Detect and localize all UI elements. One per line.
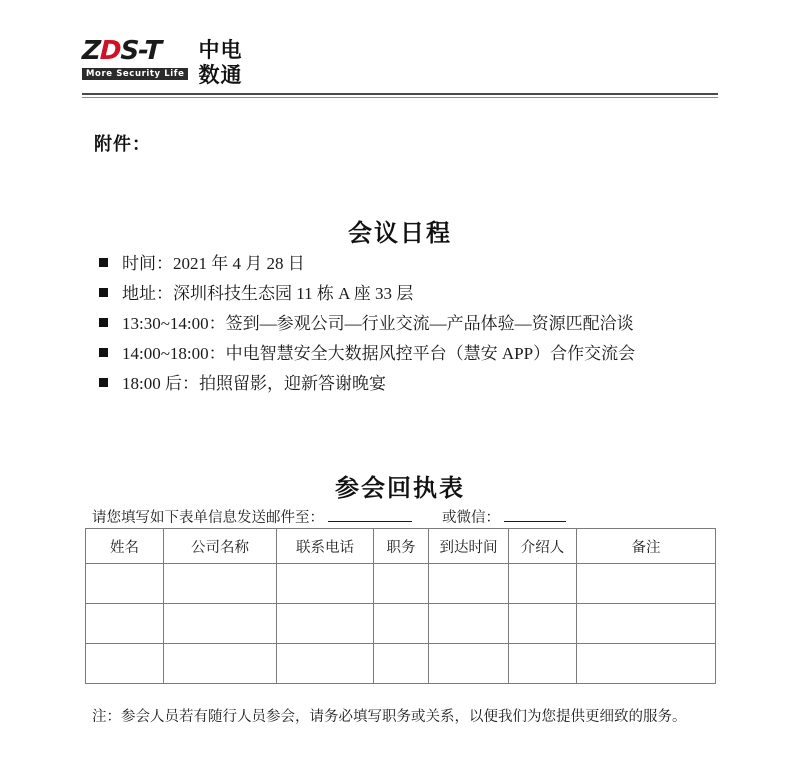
agenda-list [99,249,759,399]
form-footer-note: 注：参会人员若有随行人员参会，请务必填写职务或关系，以便我们为您提供更细致的服务。 [92,709,687,725]
instruction-middle-text: 或微信： [442,510,500,526]
table-cell[interactable] [374,644,429,684]
attachment-label: 附件： [94,134,151,155]
square-bullet-icon [99,288,108,297]
reply-form-title: 参会回执表 [335,474,465,502]
agenda-item-text: 时间：2021 年 4 月 28 日 [122,254,305,273]
table-cell[interactable] [577,604,716,644]
table-row [86,644,716,684]
agenda-item [99,309,759,339]
table-cell[interactable] [429,604,509,644]
table-row [86,564,716,604]
letterhead [82,38,718,96]
table-cell[interactable] [509,644,577,684]
logo-wordmark-red-letter: D [99,36,121,66]
logo-chinese-line-2: 数通 [198,62,243,87]
table-cell[interactable] [509,604,577,644]
table-cell[interactable] [86,644,164,684]
table-header-cell: 姓名 [86,529,164,564]
table-header-cell: 介绍人 [509,529,577,564]
table-header-cell: 联系电话 [277,529,374,564]
letterhead-rule-thick [82,93,718,95]
agenda-title: 会议日程 [348,219,452,247]
logo-wordmark-pre: Z [81,36,101,66]
instruction-prefix-text: 请您填写如下表单信息发送邮件至： [92,510,324,526]
wechat-blank-field[interactable] [504,508,566,522]
table-cell[interactable] [577,644,716,684]
email-blank-field[interactable] [328,508,412,522]
agenda-item-text: 18:00 后：拍照留影，迎新答谢晚宴 [122,374,386,393]
table-cell[interactable] [429,644,509,684]
table-cell[interactable] [577,564,716,604]
square-bullet-icon [99,318,108,327]
agenda-item [99,369,759,399]
logo-wordmark [82,38,162,65]
square-bullet-icon [99,258,108,267]
agenda-item-text: 地址：深圳科技生态园 11 栋 A 座 33 层 [122,284,414,303]
agenda-item [99,279,759,309]
table-cell[interactable] [277,604,374,644]
table-cell[interactable] [509,564,577,604]
agenda-item-text: 14:00~18:00：中电智慧安全大数据风控平台（慧安 APP）合作交流会 [122,344,636,363]
table-row [86,604,716,644]
table-cell[interactable] [86,604,164,644]
letterhead-rule-thin [82,97,718,98]
reply-table [85,528,716,684]
agenda-item-text: 13:30~14:00：签到—参观公司—行业交流—产品体验—资源匹配洽谈 [122,314,634,333]
logo-chinese-name [198,38,242,88]
company-logo [82,38,718,88]
agenda-item [99,339,759,369]
table-cell[interactable] [164,564,277,604]
table-header-row [86,529,716,564]
square-bullet-icon [99,348,108,357]
table-cell[interactable] [164,604,277,644]
logo-tagline: More Security Life [82,68,188,80]
table-cell[interactable] [164,644,277,684]
table-header-cell: 公司名称 [164,529,277,564]
table-header-cell: 职务 [374,529,429,564]
logo-chinese-line-1: 中电 [198,38,243,62]
table-cell[interactable] [374,604,429,644]
table-header-cell: 到达时间 [429,529,509,564]
table-header-cell: 备注 [577,529,716,564]
table-cell[interactable] [277,644,374,684]
square-bullet-icon [99,378,108,387]
contact-instruction-line [92,506,570,527]
table-cell[interactable] [86,564,164,604]
logo-mark [82,38,188,80]
table-cell[interactable] [277,564,374,604]
table-cell[interactable] [374,564,429,604]
table-cell[interactable] [429,564,509,604]
logo-wordmark-post: S-T [119,36,162,66]
agenda-item [99,249,759,279]
